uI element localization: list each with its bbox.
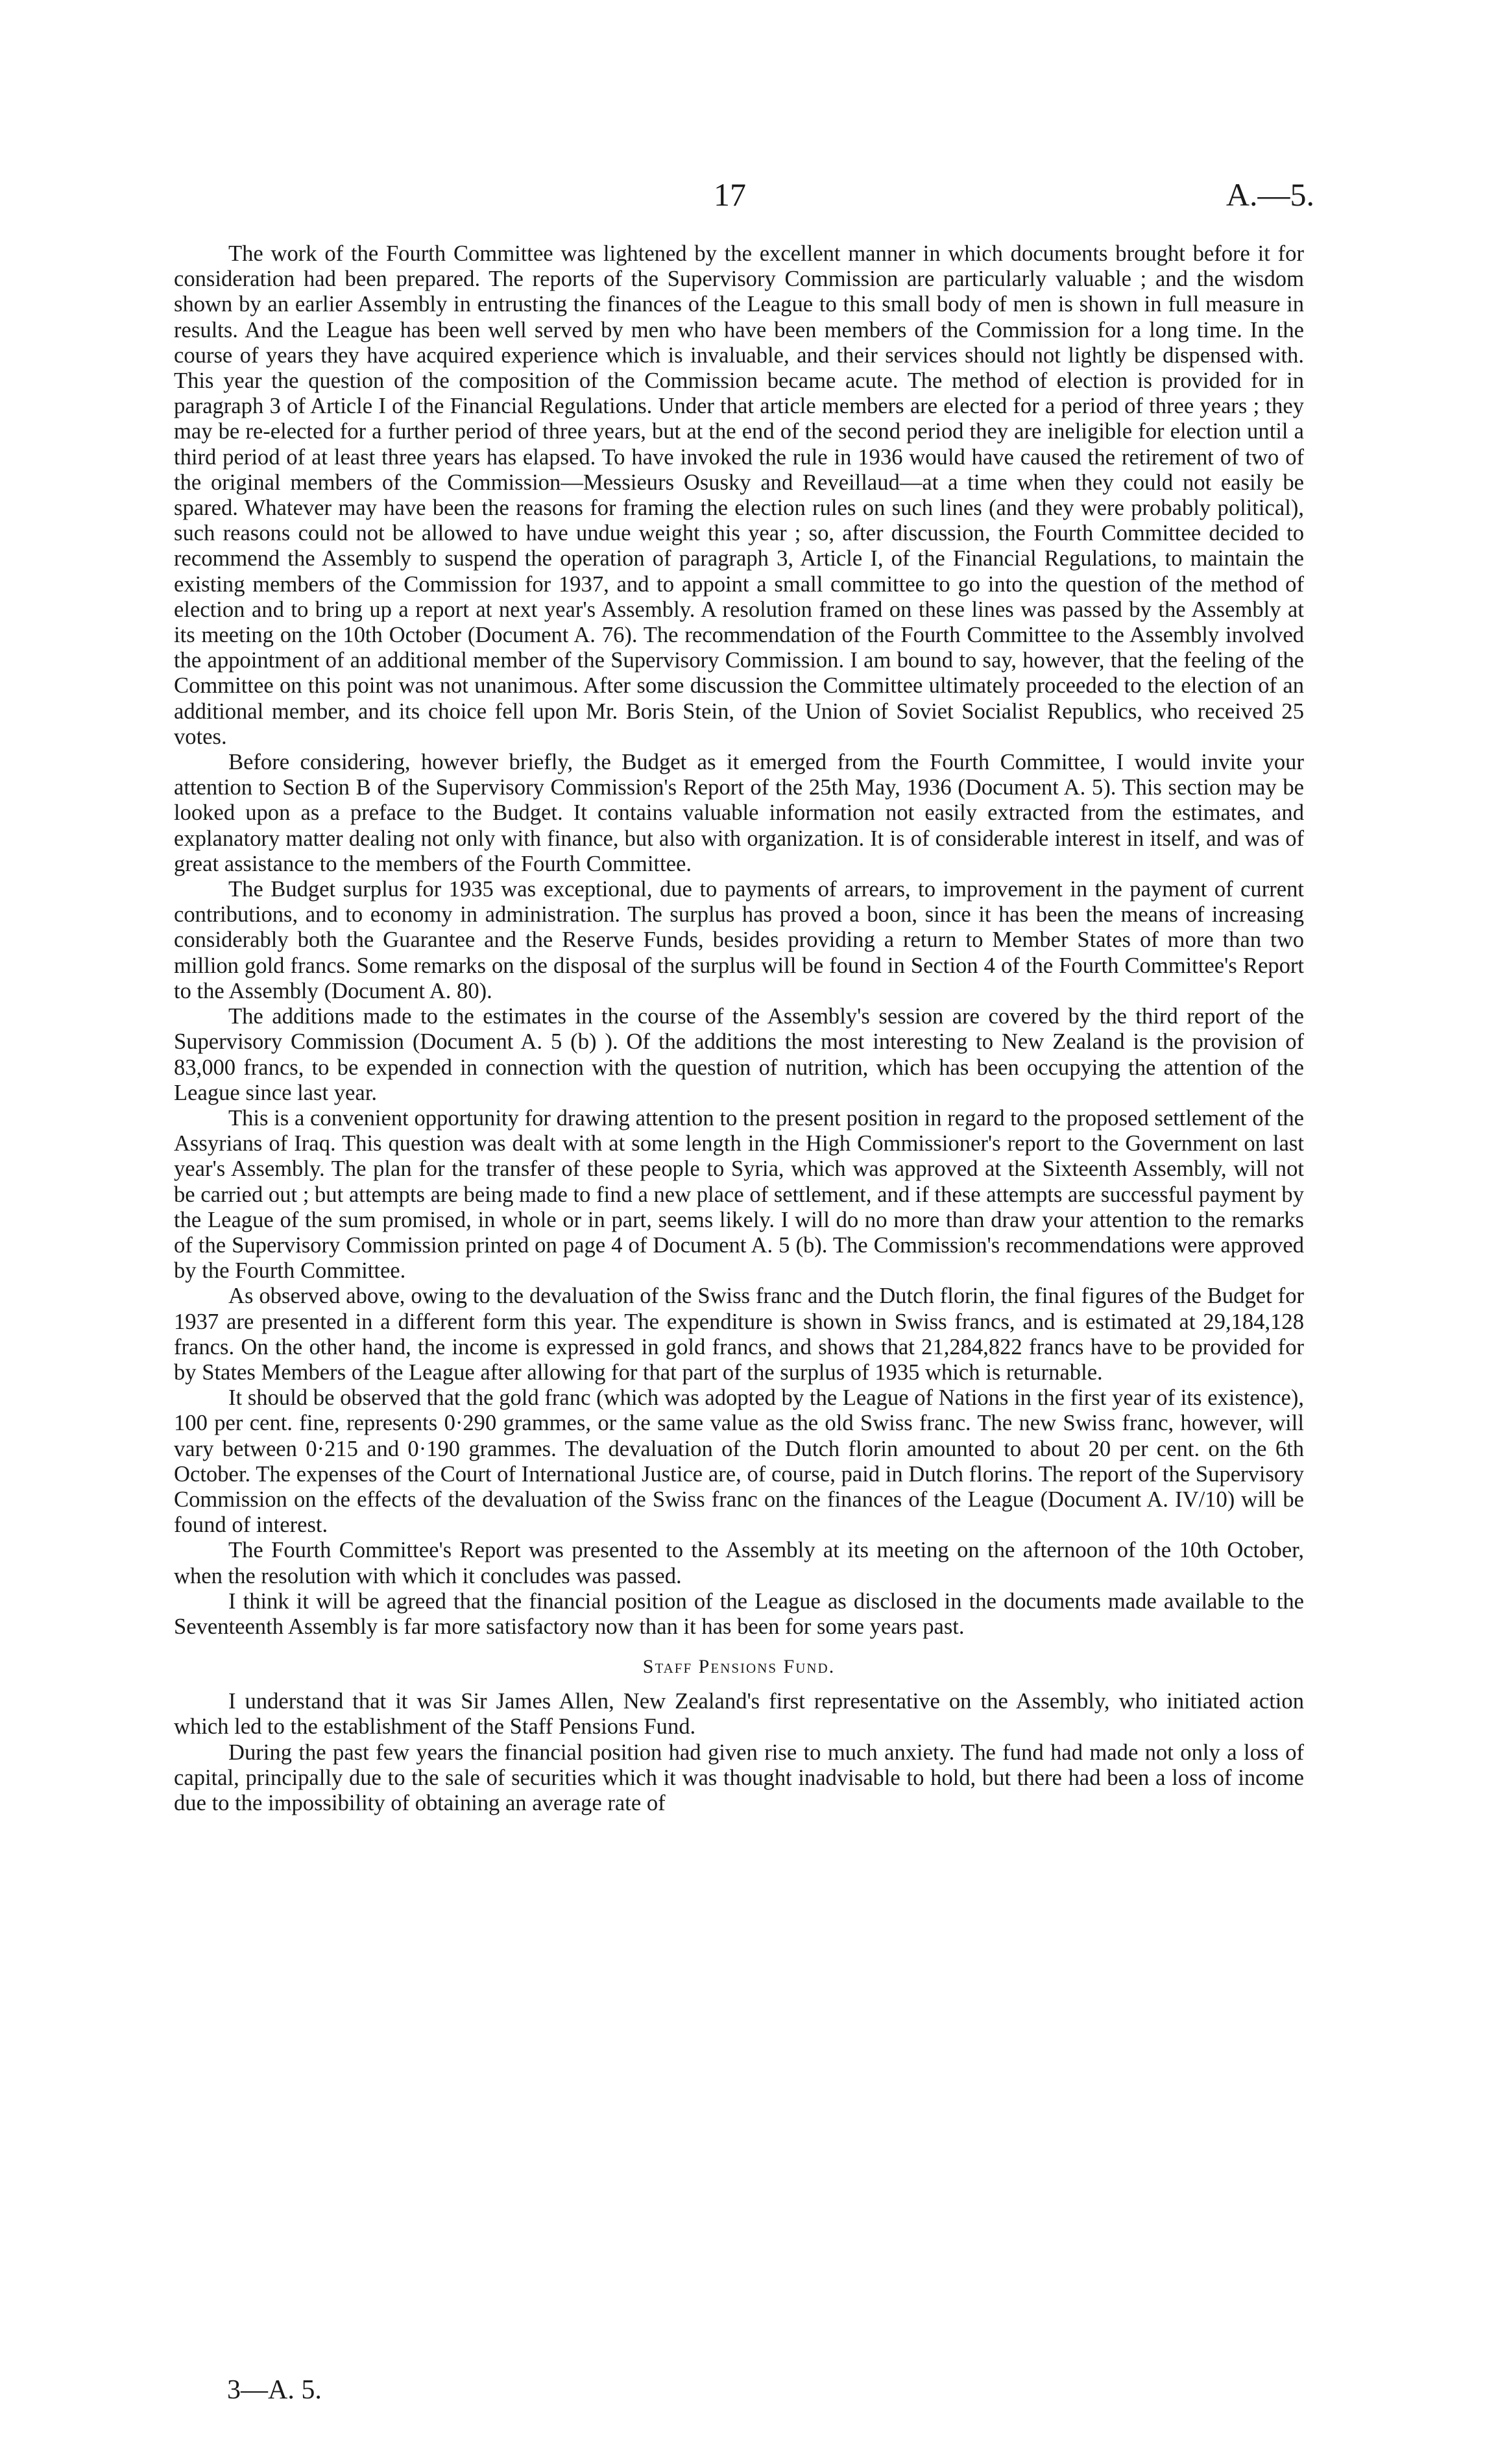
section-heading: Staff Pensions Fund. xyxy=(642,1656,836,1678)
paragraph: The additions made to the estimates in the course of the Assembly's session are covered by the third report of the Supervisory Commission (Document A. 5 (b) ). Of the additions the most interesting to New Zealand is the provision of 83,000 francs, to be expended in connection with the question of nutrition, which has been occupying the attention of the League since last year. xyxy=(174,1004,1304,1105)
paragraph: I understand that it was Sir James Allen, New Zealand's first representative on the Assembly, who initiated action which led to the establishment of the Staff Pensions Fund. xyxy=(174,1689,1304,1740)
paragraph: During the past few years the financial position had given rise to much anxiety. The fund had made not only a loss of capital, principally due to the sale of securities which it was thought inadvisable to hold, but there had been a loss of income due to the impossibility of obtaining an average rate of xyxy=(174,1740,1304,1815)
paragraph: It should be observed that the gold franc (which was adopted by the League of Nations in the first year of its existence), 100 per cent. fine, represents 0·290 grammes, or the same value as the old Swiss franc. The new Swiss franc, however, will vary between 0·215 and 0·190 grammes. The devaluation of the Dutch florin amounted to about 20 per cent. on the 6th October. The expenses of the Court of International Justice are, of course, paid in Dutch florins. The report of the Supervisory Commission on the effects of the devaluation of the Swiss franc on the finances of the League (Document A. IV/10) will be found of interest. xyxy=(174,1385,1304,1538)
body-text xyxy=(174,241,1304,1816)
paragraph: This is a convenient opportunity for drawing attention to the present position in regard to the proposed settlement of the Assyrians of Iraq. This question was dealt with at some length in the High Commissioner's report to the Government on last year's Assembly. The plan for the transfer of these people to Syria, which was approved at the Sixteenth Assembly, will not be carried out ; but attempts are being made to find a new place of settlement, and if these attempts are successful payment by the League of the sum promised, in whole or in part, seems likely. I will do no more than draw your attention to the remarks of the Supervisory Commission printed on page 4 of Document A. 5 (b). The Commission's recommendations were approved by the Fourth Committee. xyxy=(174,1105,1304,1284)
paragraph: The Fourth Committee's Report was presented to the Assembly at its meeting on the afternoon of the 10th October, when the resolution with which it concludes was passed. xyxy=(174,1538,1304,1588)
page-number: 17 xyxy=(714,176,746,213)
paragraph: Before considering, however briefly, the Budget as it emerged from the Fourth Committee, I would invite your attention to Section B of the Supervisory Commission's Report of the 25th May, 1936 (Document A. 5). This section may be looked upon as a preface to the Budget. It contains valuable information not easily extracted from the estimates, and explanatory matter dealing not only with finance, but also with organization. It is of considerable interest in itself, and was of great assistance to the members of the Fourth Committee. xyxy=(174,750,1304,876)
paragraph: The work of the Fourth Committee was lightened by the excellent manner in which documents brought before it for consideration had been prepared. The reports of the Supervisory Commission are particularly valuable ; and the wisdom shown by an earlier Assembly in entrusting the finances of the League to this small body of men is shown in full measure in results. And the League has been well served by men who have been members of the Commission for a long time. In the course of years they have acquired experience which is invaluable, and their services should not lightly be dispensed with. This year the question of the composition of the Commission became acute. The method of election is provided for in paragraph 3 of Article I of the Financial Regulations. Under that article members are elected for a period of three years ; they may be re-elected for a further period of three years, but at the end of the second period they are ineligible for election until a third period of at least three years has elapsed. To have invoked the rule in 1936 would have caused the retirement of two of the original members of the Commission—Messieurs Osusky and Reveillaud—at a time when they could not easily be spared. Whatever may have been the reasons for framing the election rules on such lines (and they were probably political), such reasons could not be allowed to have undue weight this year ; so, after discussion, the Fourth Committee decided to recommend the Assembly to suspend the operation of paragraph 3, Article I, of the Financial Regulations, to maintain the existing members of the Commission for 1937, and to appoint a small committee to go into the question of the method of election and to bring up a report at next year's Assembly. A resolution framed on these lines was passed by the Assembly at its meeting on the 10th October (Document A. 76). The recommendation of the Fourth Committee to the Assembly involved the appointment of an additional member of the Supervisory Commission. I am bound to say, however, that the feeling of the Committee on this point was not unanimous. After some discussion the Committee ultimately proceeded to the election of an additional member, and its choice fell upon Mr. Boris Stein, of the Union of Soviet Socialist Republics, who received 25 votes. xyxy=(174,241,1304,749)
document-code: A.—5. xyxy=(1225,176,1314,213)
paragraph: As observed above, owing to the devaluation of the Swiss franc and the Dutch florin, the final figures of the Budget for 1937 are presented in a different form this year. The expenditure is shown in Swiss francs, and is estimated at 29,184,128 francs. On the other hand, the income is expressed in gold francs, and shows that 21,284,822 francs have to be provided for by States Members of the League after allowing for that part of the surplus of 1935 which is returnable. xyxy=(174,1284,1304,1385)
paragraph: I think it will be agreed that the financial position of the League as disclosed in the documents made available to the Seventeenth Assembly is far more satisfactory now than it has been for some years past. xyxy=(174,1588,1304,1639)
signature-mark: 3—A. 5. xyxy=(227,2375,322,2405)
paragraph: The Budget surplus for 1935 was exceptional, due to payments of arrears, to improvement in the payment of current contributions, and to economy in administration. The surplus has proved a boon, since it has been the means of increasing considerably both the Guarantee and the Reserve Funds, besides providing a return to Member States of more than two million gold francs. Some remarks on the disposal of the surplus will be found in Section 4 of the Fourth Committee's Report to the Assembly (Document A. 80). xyxy=(174,877,1304,1003)
